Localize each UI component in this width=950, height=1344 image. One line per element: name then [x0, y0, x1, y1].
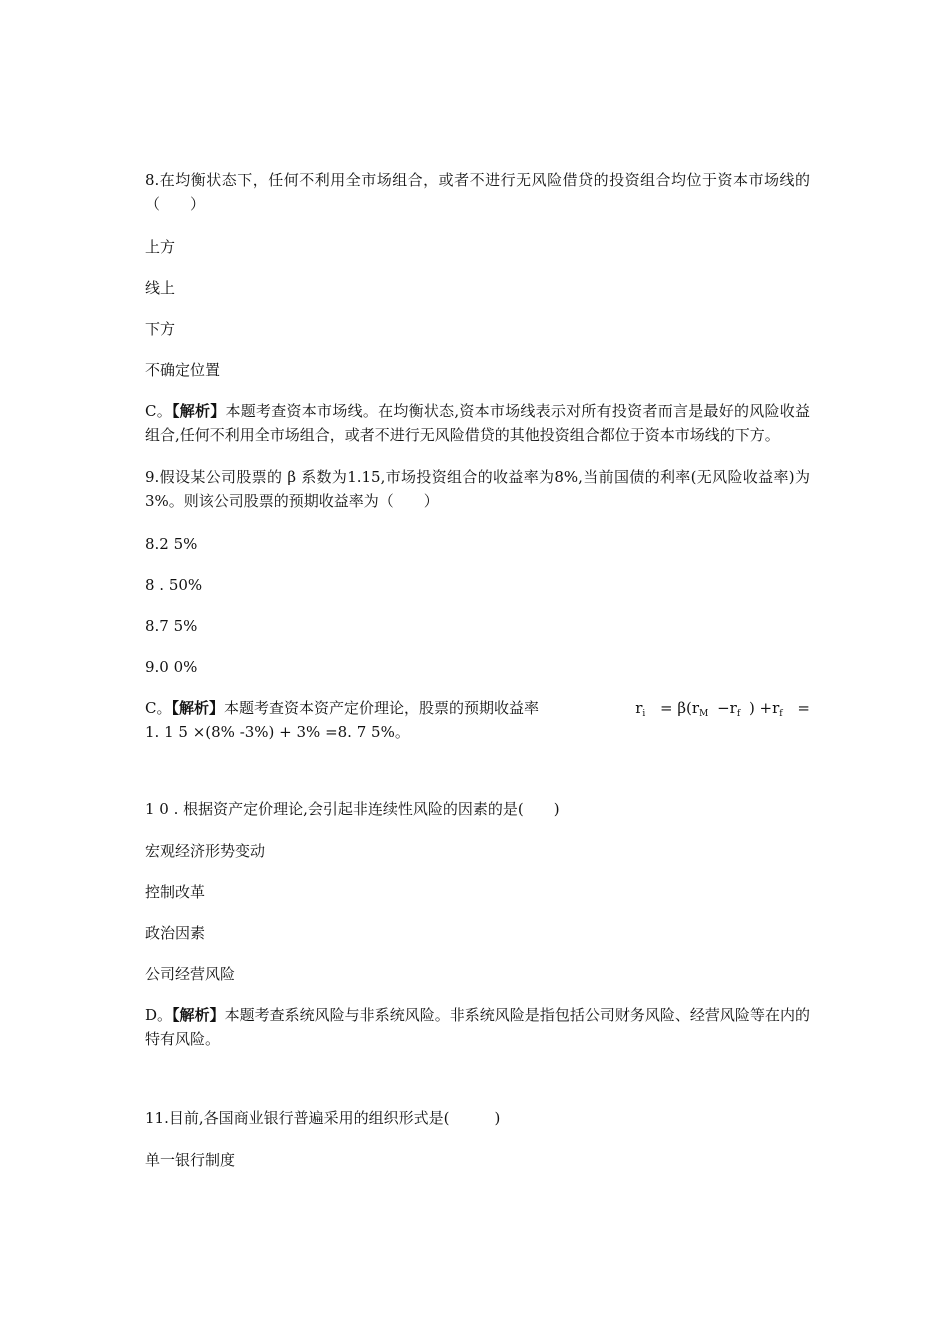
answer-letter: C。 [145, 699, 172, 717]
analysis-tag: 【解析】 [172, 402, 226, 420]
question-10-stem: 1 0 . 根据资产定价理论,会引起非连续性风险的因素的是( ) [145, 800, 560, 818]
question-10-option-a: 宏观经济形势变动 [145, 842, 266, 860]
question-9-option-d: 9.0 0% [145, 658, 198, 676]
analysis-text: 本题考查资本资产定价理论，股票的预期收益率 [224, 699, 540, 717]
question-11-stem: 11.目前,各国商业银行普遍采用的组织形式是( ) [145, 1109, 501, 1127]
question-10-option-b: 控制改革 [145, 883, 206, 901]
question-9-answer [145, 696, 810, 744]
question-8-option-d: 不确定位置 [145, 361, 221, 379]
answer-letter: D。 [145, 1006, 173, 1024]
question-8-option-a: 上方 [145, 238, 176, 256]
question-9-stem: 9.假设某公司股票的 β 系数为1.15,市场投资组合的收益率为8%,当前国债的利率(无风险收益率)为3%。则该公司股票的预期收益率为（ ） [145, 468, 810, 510]
question-9-option-b: 8 . 50% [145, 576, 203, 594]
question-8-option-c: 下方 [145, 320, 176, 338]
question-10-option-c: 政治因素 [145, 924, 206, 942]
capm-formula: $r_i = \beta(r_M -r_f$ ) $+r_f$ = [635, 699, 810, 719]
analysis-text: 本题考查资本市场线。在均衡状态,资本市场线表示对所有投资者而言是最好的风险收益组合,任何不利用全市场组合，或者不进行无风险借贷的其他投资组合都位于资本市场线的下方。 [145, 402, 810, 444]
analysis-text: 本题考查系统风险与非系统风险。非系统风险是指包括公司财务风险、经营风险等在内的特有风险。 [145, 1006, 810, 1048]
analysis-tag: 【解析】 [172, 1006, 225, 1024]
document-page [145, 168, 810, 1172]
question-8-option-b: 线上 [145, 279, 176, 297]
analysis-tag: 【解析】 [171, 699, 224, 717]
question-8-stem: 8.在均衡状态下，任何不利用全市场组合，或者不进行无风险借贷的投资组合均位于资本市场线的（ ） [145, 171, 810, 213]
question-10-answer [145, 1003, 810, 1051]
question-10-option-d: 公司经营风险 [145, 965, 236, 983]
question-9-option-c: 8.7 5% [145, 617, 198, 635]
question-11-option-a: 单一银行制度 [145, 1151, 236, 1169]
answer-line-1 [145, 696, 810, 720]
question-8-answer [145, 399, 810, 447]
answer-letter: C。 [145, 402, 172, 420]
answer-line-2: 1. 1 5 ×(8% -3%) + 3% =8. 7 5%。 [145, 723, 410, 741]
question-9-option-a: 8.2 5% [145, 535, 198, 553]
